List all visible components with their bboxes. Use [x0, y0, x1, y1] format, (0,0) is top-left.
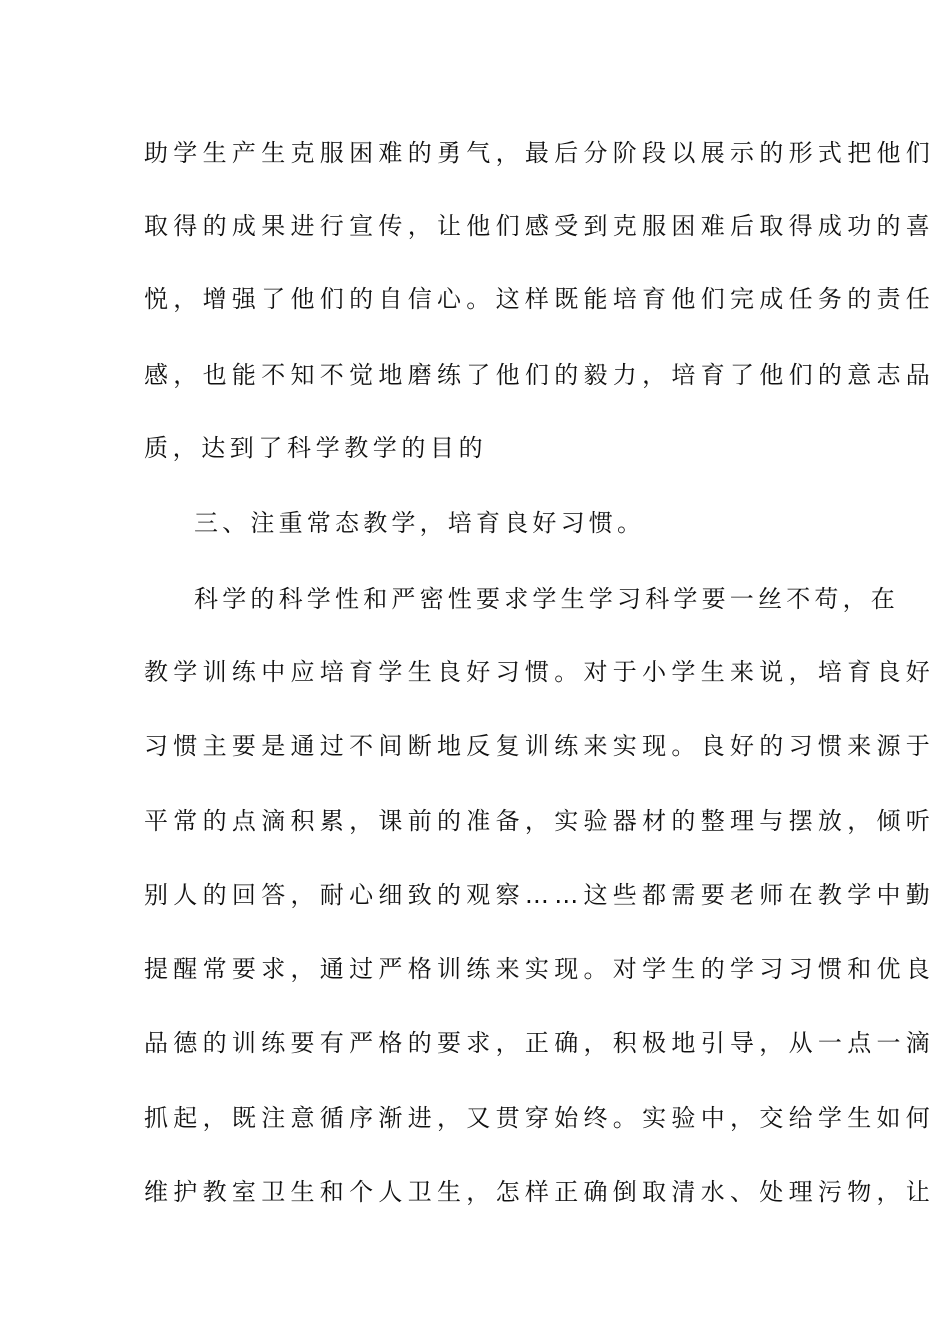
text-line-11: 别人的回答，耐心细致的观察……这些都需要老师在教学中勤 — [144, 881, 936, 909]
section-heading: 三、注重常态教学，培育良好习惯。 — [194, 509, 646, 537]
text-line-3: 悦，增强了他们的自信心。这样既能培育他们完成任务的责任 — [144, 285, 936, 313]
text-line-8: 教学训练中应培育学生良好习惯。对于小学生来说，培育良好 — [144, 658, 936, 686]
text-line-10: 平常的点滴积累，课前的准备，实验器材的整理与摆放，倾听 — [144, 807, 936, 835]
text-line-1: 助学生产生克服困难的勇气，最后分阶段以展示的形式把他们 — [144, 139, 936, 167]
text-line-2: 取得的成果进行宣传，让他们感受到克服困难后取得成功的喜 — [144, 212, 936, 240]
text-line-14: 抓起，既注意循序渐进，又贯穿始终。实验中，交给学生如何 — [144, 1104, 936, 1132]
text-line-15: 维护教室卫生和个人卫生，怎样正确倒取清水、处理污物，让 — [144, 1178, 936, 1206]
paragraph-first-line: 科学的科学性和严密性要求学生学习科学要一丝不苟，在 — [194, 585, 899, 613]
text-line-5: 质，达到了科学教学的目的 — [144, 434, 488, 462]
text-line-9: 习惯主要是通过不间断地反复训练来实现。良好的习惯来源于 — [144, 732, 936, 760]
text-line-12: 提醒常要求，通过严格训练来实现。对学生的学习习惯和优良 — [144, 955, 936, 983]
text-line-4: 感，也能不知不觉地磨练了他们的毅力，培育了他们的意志品 — [144, 361, 936, 389]
text-line-13: 品德的训练要有严格的要求，正确，积极地引导，从一点一滴 — [144, 1029, 936, 1057]
